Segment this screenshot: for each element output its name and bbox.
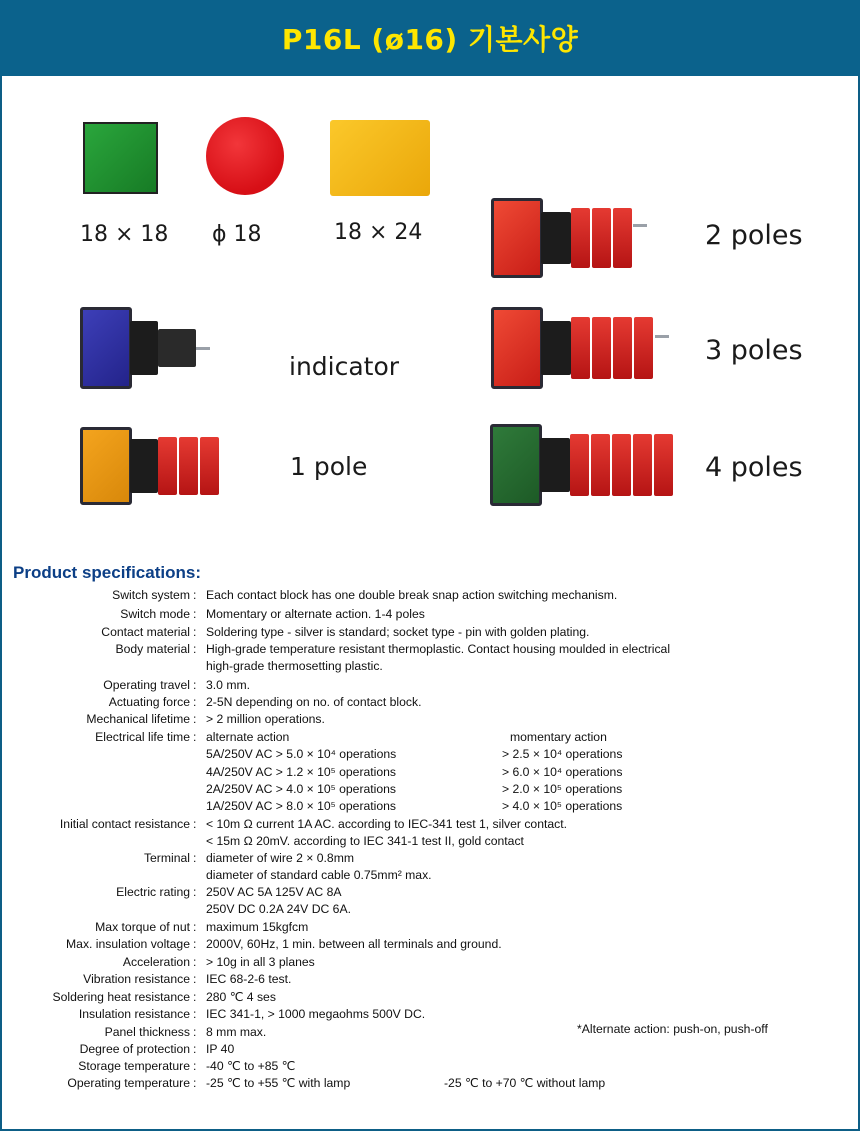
spec-label: Insulation resistance <box>78 1007 190 1021</box>
spec-value-column-2: > 6.0 × 10⁴ operations <box>502 764 623 779</box>
spec-value: > 2 million operations. <box>206 712 325 726</box>
spec-value: 2A/250V AC > 4.0 × 10⁵ operations <box>206 781 397 796</box>
spec-label: Mechanical lifetime <box>86 712 190 726</box>
spec-value: 250V DC 0.2A 24V DC 6A. <box>206 902 351 917</box>
spec-value: < 10m Ω current 1A AC. according to IEC-341 test 1, silver contact. <box>206 817 568 831</box>
spec-colon: : <box>193 588 197 602</box>
spec-value: alternate action <box>206 730 290 744</box>
spec-value: > 10g in all 3 planes <box>206 955 315 969</box>
spec-value: 8 mm max. <box>206 1025 267 1039</box>
spec-colon: : <box>193 1007 197 1021</box>
spec-colon: : <box>193 920 197 934</box>
spec-value: Each contact block has one double break snap action switching mechanism. <box>206 588 618 602</box>
three-poles-label: 3 poles <box>705 335 803 366</box>
spec-colon: : <box>193 1025 197 1039</box>
spec-colon: : <box>193 972 197 986</box>
spec-colon: : <box>193 1059 197 1073</box>
spec-label: Storage temperature <box>78 1059 190 1073</box>
spec-colon: : <box>193 817 197 831</box>
spec-value: IEC 68-2-6 test. <box>206 972 292 986</box>
spec-value: 250V AC 5A 125V AC 8A <box>206 885 342 899</box>
spec-value: high-grade thermosetting plastic. <box>206 659 383 674</box>
spec-value: 2000V, 60Hz, 1 min. between all terminals and ground. <box>206 937 502 951</box>
three-pole-switch-image <box>491 307 661 389</box>
two-pole-switch-image <box>491 198 641 278</box>
round-cap-label: ϕ 18 <box>212 222 262 247</box>
spec-colon: : <box>193 851 197 865</box>
spec-label: Operating temperature <box>67 1076 190 1090</box>
spec-label: Terminal <box>143 851 190 865</box>
spec-value: 3.0 mm. <box>206 678 251 692</box>
spec-value: IP 40 <box>206 1042 235 1056</box>
spec-value: -40 ℃ to +85 ℃ <box>206 1059 296 1073</box>
indicator-label: indicator <box>289 352 400 381</box>
spec-label: Max. insulation voltage <box>66 937 190 951</box>
spec-value-column-2: > 2.0 × 10⁵ operations <box>502 781 623 796</box>
spec-colon: : <box>193 625 197 639</box>
square-cap-label: 18 × 18 <box>80 222 169 247</box>
rectangular-cap-swatch <box>330 120 430 196</box>
spec-label: Electric rating <box>116 885 190 899</box>
spec-colon: : <box>193 730 197 744</box>
spec-label: Max torque of nut <box>95 920 190 934</box>
two-poles-label: 2 poles <box>705 220 803 251</box>
spec-value: Momentary or alternate action. 1-4 poles <box>206 607 425 621</box>
spec-value: High-grade temperature resistant thermoplastic. Contact housing moulded in electrical <box>206 642 671 656</box>
four-poles-label: 4 poles <box>705 452 803 483</box>
one-pole-label: 1 pole <box>290 452 368 481</box>
spec-value-column-2: > 4.0 × 10⁵ operations <box>502 799 623 814</box>
spec-label: Switch system <box>112 588 190 602</box>
four-pole-switch-image <box>490 424 685 506</box>
spec-colon: : <box>193 1042 197 1056</box>
spec-value: maximum 15kgfcm <box>206 920 309 934</box>
spec-value: diameter of wire 2 × 0.8mm <box>206 851 354 865</box>
spec-label: Soldering heat resistance <box>52 990 190 1004</box>
spec-label: Actuating force <box>108 695 190 709</box>
spec-colon: : <box>193 885 197 899</box>
page-title: P16L (ø16) 기본사양 <box>281 23 579 56</box>
spec-value: 2-5N depending on no. of contact block. <box>206 695 422 709</box>
spec-colon: : <box>193 1076 197 1090</box>
spec-value: IEC 341-1, > 1000 megaohms 500V DC. <box>206 1007 426 1021</box>
spec-label: Degree of protection <box>79 1042 190 1056</box>
spec-colon: : <box>193 607 197 621</box>
spec-colon: : <box>193 678 197 692</box>
square-cap-swatch <box>83 122 158 194</box>
indicator-image <box>80 307 210 389</box>
spec-value: Soldering type - silver is standard; socket type - pin with golden plating. <box>206 625 590 639</box>
spec-label: Panel thickness <box>104 1025 190 1039</box>
rectangular-cap-label: 18 × 24 <box>334 220 423 245</box>
one-pole-switch-image <box>80 427 220 505</box>
spec-value: 280 ℃ 4 ses <box>206 990 276 1004</box>
spec-label: Contact material <box>101 625 190 639</box>
alternate-action-note: *Alternate action: push-on, push-off <box>577 1022 768 1036</box>
specifications-heading: Product specifications: <box>13 563 201 582</box>
spec-colon: : <box>193 937 197 951</box>
spec-label: Switch mode <box>120 607 190 621</box>
spec-value-column-2: -25 ℃ to +70 ℃ without lamp <box>444 1076 606 1090</box>
spec-label: Vibration resistance <box>83 972 190 986</box>
spec-value-column-2: momentary action <box>510 730 607 744</box>
spec-value: < 15m Ω 20mV. according to IEC 341-1 test II, gold contact <box>206 834 524 849</box>
title-bar <box>0 0 860 76</box>
spec-colon: : <box>193 955 197 969</box>
spec-value: diameter of standard cable 0.75mm² max. <box>206 868 432 883</box>
spec-value: 1A/250V AC > 8.0 × 10⁵ operations <box>206 799 397 814</box>
round-cap-swatch <box>206 117 284 195</box>
spec-label: Electrical life time <box>95 730 190 744</box>
spec-colon: : <box>193 712 197 726</box>
spec-label: Acceleration <box>122 955 190 969</box>
spec-value-column-2: > 2.5 × 10⁴ operations <box>502 747 623 762</box>
spec-value: 4A/250V AC > 1.2 × 10⁵ operations <box>206 764 397 779</box>
spec-label: Operating travel <box>103 678 190 692</box>
spec-label: Body material <box>115 642 190 656</box>
spec-colon: : <box>193 990 197 1004</box>
spec-label: Initial contact resistance <box>59 817 190 831</box>
spec-colon: : <box>193 695 197 709</box>
spec-colon: : <box>193 642 197 656</box>
spec-value: -25 ℃ to +55 ℃ with lamp <box>206 1076 351 1090</box>
spec-value: 5A/250V AC > 5.0 × 10⁴ operations <box>206 747 397 762</box>
